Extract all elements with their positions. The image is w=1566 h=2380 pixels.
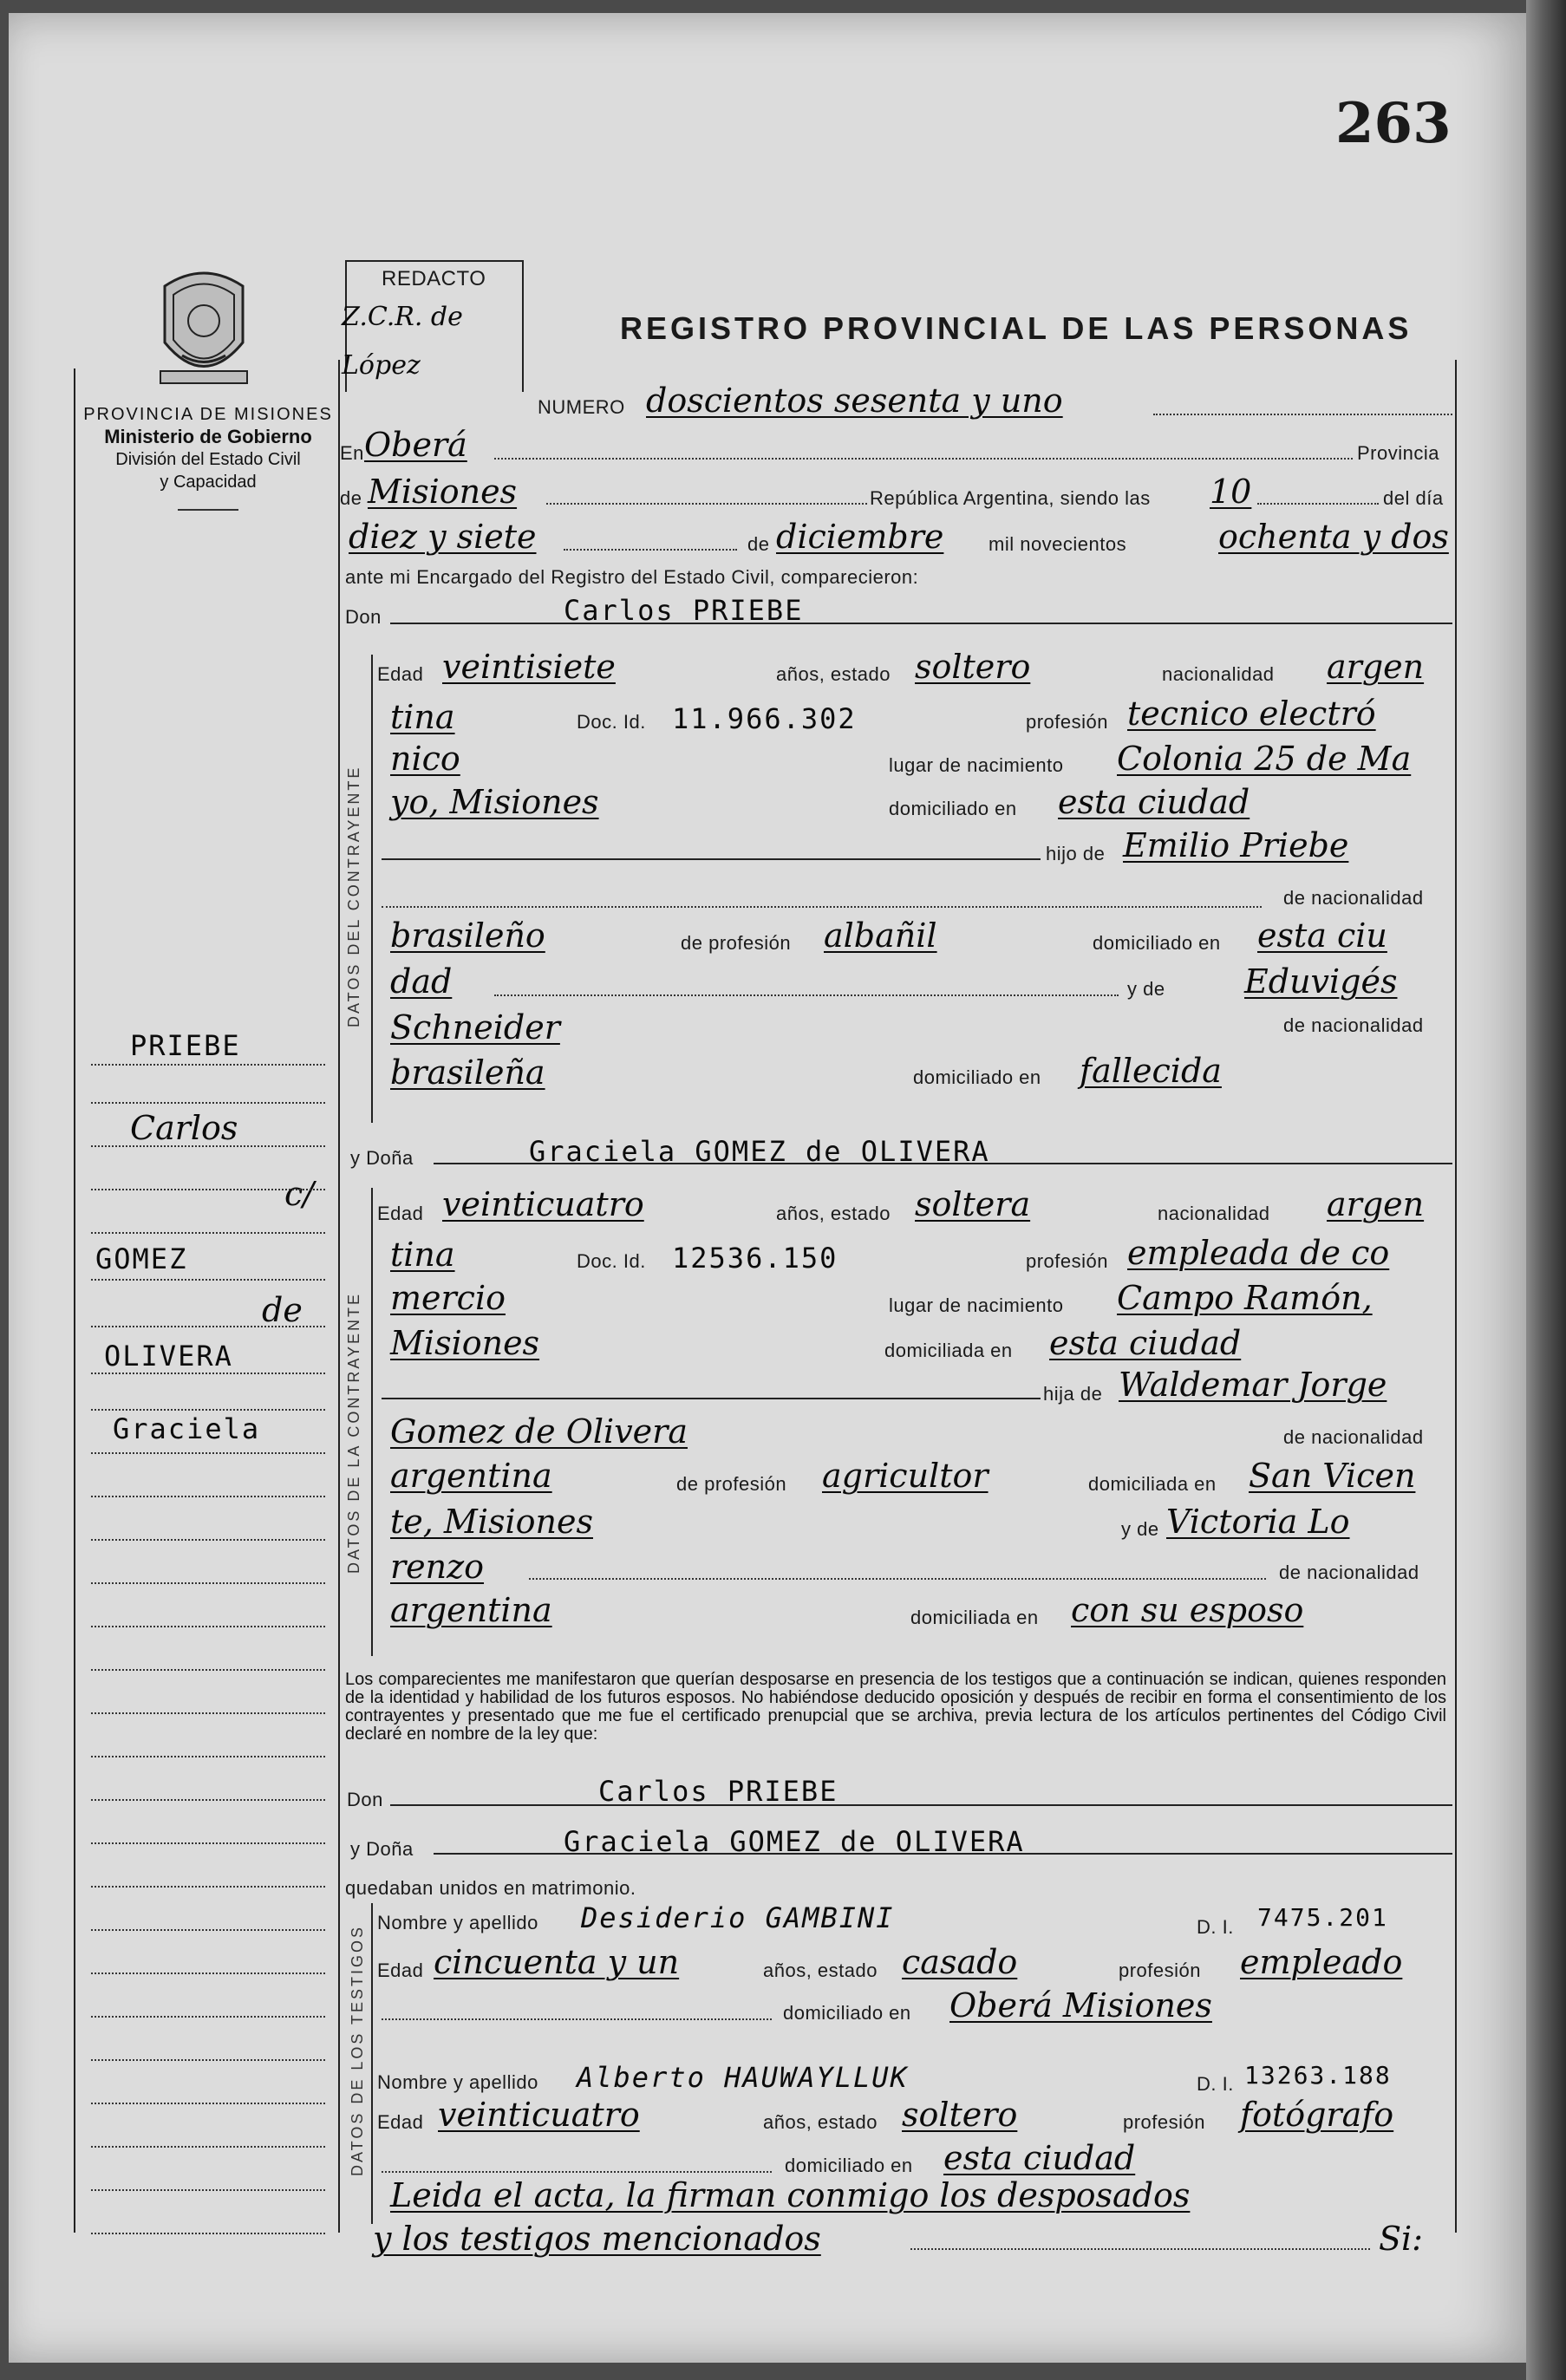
ante-label: ante mi Encargado del Registro del Estado Civil, comparecieron: [345,566,919,588]
c-madre-nac-value: brasileña [390,1053,545,1092]
f-hija-label: hija de [1043,1383,1103,1405]
c-lugar-label: lugar de nacimiento [889,754,1064,776]
margin-de: de [262,1291,303,1329]
t1-anos-label: años, estado [763,1959,878,1981]
contrayente-side-label: DATOS DEL CONTRAYENTE [345,765,362,1027]
f-madre-dom-label: domiciliada en [910,1607,1039,1628]
margin-surname3: OLIVERA [104,1340,233,1373]
c-edad-value: veintisiete [442,648,616,686]
c-estado-value: soltero [915,648,1031,686]
t2-di-value: 13263.188 [1244,2061,1392,2090]
f-lugar-value2: Misiones [390,1324,540,1362]
t1-di-label: D. I. [1197,1916,1234,1938]
closing-end: Si: [1379,2220,1423,2258]
declaration-text: Los comparecientes me manifestaron que querían desposarse en presencia de los testigos que a continuación se indican, quienes responden de la identidad y habilidad de los futuros esposos. No habiéndose deducido oposición y después de recibir en forma el consentimiento de los contrayentes y presentado que me fue el certificado prenupcial que se archiva, previa lectura de los artículos pertinentes del Código Civil declaré en nombre de la ley que: [345,1670,1446,1744]
f-y-de-label: y de [1121,1518,1159,1540]
f-madre-value: Victoria Lo [1166,1503,1350,1541]
margin-name: Carlos [130,1109,238,1147]
union-unidos: quedaban unidos en matrimonio. [345,1877,636,1899]
f-madre-value2: renzo [390,1548,485,1586]
t1-dom-label: domiciliado en [783,2002,911,2024]
registry-page [9,13,1526,2363]
book-spine [1526,0,1566,2380]
c-padre-value: Emilio Priebe [1123,826,1349,864]
document-title: REGISTRO PROVINCIAL DE LAS PERSONAS [620,310,1413,346]
t1-nombre-label: Nombre y apellido [377,1912,538,1933]
de-value: Misiones [368,473,518,511]
del-dia-label: del día [1383,487,1444,509]
t2-prof-value: fotógrafo [1240,2096,1394,2134]
f-padre-dom-label: domiciliada en [1088,1473,1217,1495]
margin-surname2: GOMEZ [95,1242,188,1275]
c-padre-nac-label: de nacionalidad [1283,887,1424,909]
t2-di-label: D. I. [1197,2073,1234,2095]
f-madre-nac-label: de nacionalidad [1279,1562,1419,1583]
province-label: PROVINCIA DE MISIONES [83,405,333,424]
t1-di-value: 7475.201 [1257,1903,1388,1932]
t1-edad-value: cincuenta y un [434,1943,680,1981]
c-nac-label: nacionalidad [1162,663,1275,685]
f-padre-prof-label: de profesión [676,1473,787,1495]
c-madre-value2: Schneider [390,1008,560,1047]
f-prof-value: empleada de co [1127,1234,1390,1272]
page-number: 263 [1335,91,1452,156]
f-padre-dom-value: San Vicen [1249,1457,1416,1495]
provincial-crest-icon [147,260,260,394]
t2-dom-value: esta ciudad [943,2139,1136,2177]
mes-value: diciembre [776,518,944,556]
c-nac-value: argen [1327,648,1425,686]
t1-prof-value: empleado [1240,1943,1403,1981]
de-label: de [340,487,362,509]
c-nac-value2: tina [390,698,455,736]
margin-name2: Graciela [113,1412,261,1445]
f-doc-label: Doc. Id. [577,1250,646,1272]
de2-label: de [747,533,770,555]
f-padre-prof-value: agricultor [822,1457,989,1495]
f-prof-value2: mercio [390,1279,506,1317]
don-label: Don [345,606,382,628]
mil-label: mil novecientos [989,533,1127,555]
t2-nombre-label: Nombre y apellido [377,2071,538,2093]
union-dona-value: Graciela GOMEZ de OLIVERA [564,1825,1025,1858]
t1-dom-value: Oberá Misiones [949,1986,1212,2025]
en-label: En [340,442,364,464]
hora-value: 10 [1210,473,1252,511]
f-prof-label: profesión [1026,1250,1109,1272]
t2-estado-value: soltero [902,2096,1018,2134]
dona-value: Graciela GOMEZ de OLIVERA [529,1135,990,1168]
c-lugar-value: Colonia 25 de Ma [1117,740,1412,778]
dona-label: y Doña [350,1147,414,1169]
t1-edad-label: Edad [377,1959,424,1981]
f-domic-value: esta ciudad [1049,1324,1242,1362]
f-padre-nac-value: argentina [390,1457,552,1495]
numero-value: doscientos sesenta y uno [646,381,1063,420]
f-edad-label: Edad [377,1203,424,1224]
f-padre-value2: Gomez de Olivera [390,1412,688,1451]
f-lugar-label: lugar de nacimiento [889,1294,1064,1316]
c-domic-label: domiciliado en [889,798,1017,819]
c-madre-nac-label: de nacionalidad [1283,1014,1424,1036]
numero-label: NUMERO [538,396,625,418]
anio-value: ochenta y dos [1218,518,1449,556]
f-estado-value: soltera [915,1185,1031,1223]
t1-nombre-value: Desiderio GAMBINI [581,1901,895,1934]
c-padre-dom-label: domiciliado en [1093,932,1221,954]
closing-line1: Leida el acta, la firman conmigo los desposados [390,2176,1191,2214]
left-margin-rule [74,368,75,2233]
divider [178,509,238,511]
f-nac-value: argen [1327,1185,1425,1223]
ministry-header [78,403,338,511]
margin-surname: PRIEBE [130,1029,241,1062]
f-anos-label: años, estado [776,1203,891,1224]
t2-anos-label: años, estado [763,2111,878,2133]
closing-line2: y los testigos mencionados [373,2220,821,2258]
f-doc-value: 12536.150 [672,1242,838,1275]
f-padre-dom-value2: te, Misiones [390,1503,593,1541]
c-padre-nac-value: brasileño [390,916,545,955]
t2-prof-label: profesión [1123,2111,1206,2133]
c-y-de-label: y de [1127,978,1165,1000]
c-padre-dom-value2: dad [390,962,453,1001]
don-value: Carlos PRIEBE [564,594,804,627]
dia-value: diez y siete [349,518,537,556]
union-don-value: Carlos PRIEBE [598,1775,838,1808]
en-value: Oberá [364,426,467,464]
union-dona-label: y Doña [350,1838,414,1860]
republica-label: República Argentina, siendo las [870,487,1151,509]
division-label: División del Estado Civil [115,450,301,469]
c-domic-value: esta ciudad [1058,783,1250,821]
ministry-label: Ministerio de Gobierno [104,426,312,447]
f-edad-value: veinticuatro [442,1185,644,1223]
c-padre-prof-value: albañil [824,916,937,955]
t2-edad-label: Edad [377,2111,424,2133]
stamp-label: REDACTO [382,267,486,290]
t2-nombre-value: Alberto HAUWAYLLUK [577,2061,909,2094]
c-prof-label: profesión [1026,711,1109,733]
c-edad-label: Edad [377,663,424,685]
c-prof-value: tecnico electró [1127,694,1376,733]
t1-prof-label: profesión [1119,1959,1202,1981]
f-padre-nac-label: de nacionalidad [1283,1426,1424,1448]
c-madre-value: Eduvigés [1244,962,1398,1001]
t1-estado-value: casado [902,1943,1018,1981]
t2-edad-value: veinticuatro [438,2096,640,2134]
c-madre-dom-label: domiciliado en [913,1066,1041,1088]
c-prof-value2: nico [390,740,460,778]
c-padre-dom-value: esta ciu [1257,916,1387,955]
provincia-label: Provincia [1357,442,1439,464]
c-hijo-label: hijo de [1046,843,1106,864]
f-lugar-value: Campo Ramón, [1117,1279,1373,1317]
stamp-handwritten: Z.C.R. de López [342,302,463,381]
c-doc-value: 11.966.302 [672,702,857,735]
union-don-label: Don [347,1789,383,1810]
f-domic-label: domiciliada en [884,1340,1013,1361]
f-nac-label: nacionalidad [1158,1203,1270,1224]
testigos-side-label: DATOS DE LOS TESTIGOS [349,1924,366,2176]
c-anos-label: años, estado [776,663,891,685]
capacidad-label: y Capacidad [160,473,257,492]
c-doc-label: Doc. Id. [577,711,646,733]
contrayenta-side-label: DATOS DE LA CONTRAYENTE [345,1291,362,1574]
f-padre-value: Waldemar Jorge [1119,1366,1387,1404]
f-madre-dom-value: con su esposo [1071,1591,1304,1629]
c-lugar-value2: yo, Misiones [390,783,599,821]
margin-con: c/ [284,1175,315,1213]
right-rule [1455,360,1457,2233]
c-padre-prof-label: de profesión [681,932,792,954]
f-madre-nac-value: argentina [390,1591,552,1629]
t2-dom-label: domiciliado en [785,2155,913,2176]
c-madre-dom-value: fallecida [1080,1052,1222,1090]
center-rule [338,360,340,2233]
f-nac-value2: tina [390,1236,455,1274]
stamp-box [342,260,524,392]
